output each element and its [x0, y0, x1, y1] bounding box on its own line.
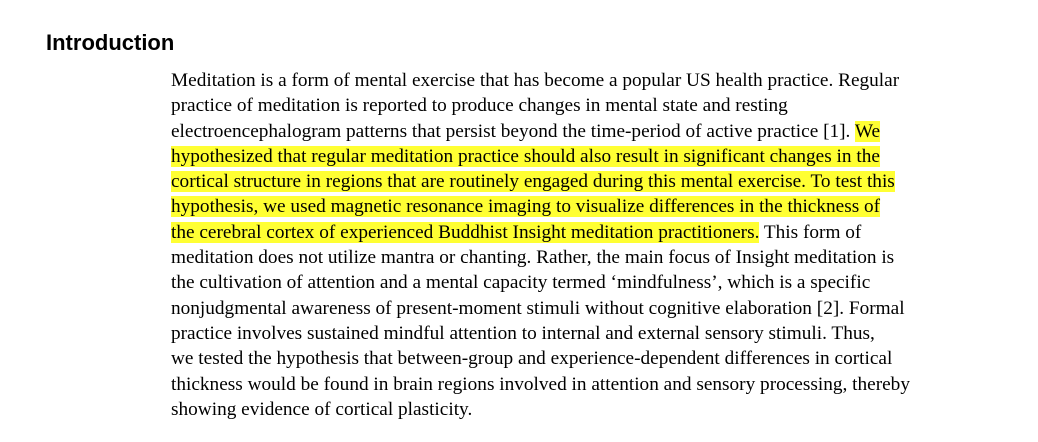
text-line	[171, 169, 961, 194]
text-line	[171, 68, 961, 93]
highlighted-text: We	[854, 120, 881, 142]
highlighted-text: cortical structure in regions that are routinely engaged during this mental exercise. To test this	[171, 171, 895, 193]
text-segment: Meditation is a form of mental exercise that has become a popular US health practice. Regular	[171, 70, 900, 91]
text-line	[171, 397, 961, 422]
text-segment: electroencephalogram patterns that persist beyond the time-period of active practice [1].	[171, 120, 855, 142]
text-segment: This form of	[759, 221, 862, 243]
text-line	[171, 220, 961, 245]
text-line	[171, 245, 961, 270]
text-segment: meditation does not utilize mantra or chanting. Rather, the main focus of Insight meditation is	[171, 247, 895, 269]
text-line	[171, 93, 961, 118]
text-line	[171, 144, 961, 169]
text-segment: practice involves sustained mindful attention to internal and external sensory stimuli. Thus,	[171, 322, 875, 344]
text-line	[171, 119, 961, 144]
text-line	[171, 321, 961, 346]
highlighted-text: the cerebral cortex of experienced Buddhist Insight meditation practitioners.	[171, 221, 760, 243]
highlighted-text: hypothesized that regular meditation practice should also result in significant changes in the	[171, 145, 880, 167]
text-segment: the cultivation of attention and a mental capacity termed ‘mindfulness’, which is a specific	[171, 272, 871, 294]
text-line	[171, 346, 961, 371]
text-line	[171, 372, 961, 397]
text-line	[171, 194, 961, 219]
text-line	[171, 270, 961, 295]
text-segment: we tested the hypothesis that between-group and experience-dependent differences in cortical	[171, 348, 893, 370]
text-segment: showing evidence of cortical plasticity.	[171, 398, 473, 420]
highlighted-text: hypothesis, we used magnetic resonance imaging to visualize differences in the thickness of	[171, 196, 881, 218]
section-heading: Introduction	[46, 30, 175, 55]
text-segment: practice of meditation is reported to produce changes in mental state and resting	[171, 95, 788, 117]
text-segment: thickness would be found in brain regions involved in attention and sensory processing, thereby	[171, 373, 910, 395]
text-line	[171, 296, 961, 321]
introduction-paragraph	[171, 68, 961, 422]
text-segment: nonjudgmental awareness of present-moment stimuli without cognitive elaboration [2]. Formal	[171, 297, 905, 319]
